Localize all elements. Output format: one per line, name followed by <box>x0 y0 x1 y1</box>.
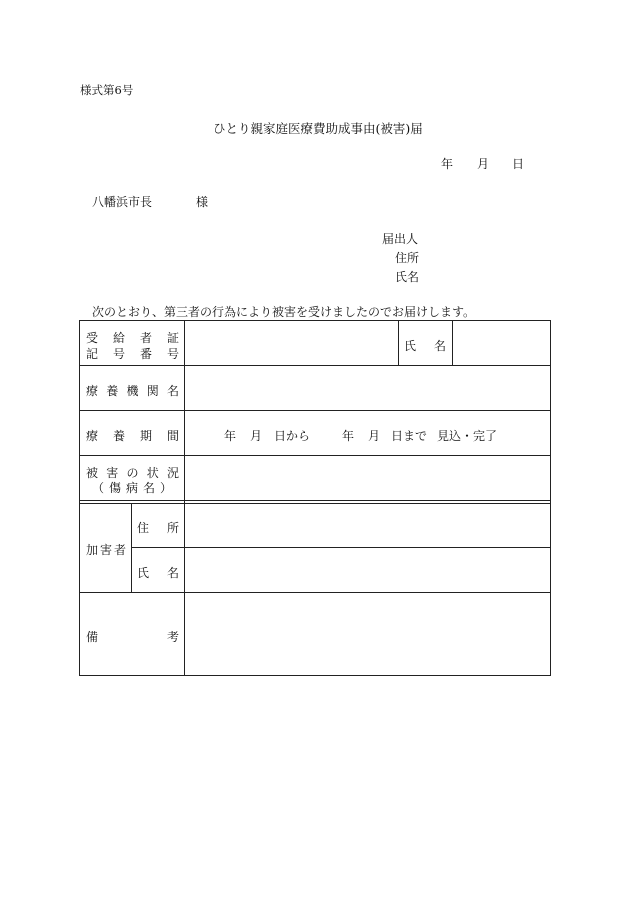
facility-label: 療 養 機 関 名 <box>86 384 179 398</box>
period-status: 見込・完了 <box>437 429 498 443</box>
perpetrator-name-label: 氏 名 <box>137 566 179 580</box>
remarks-label: 備 考 <box>86 630 179 644</box>
cert-number-field[interactable] <box>185 322 397 365</box>
notifier-address: 住所 <box>395 251 420 265</box>
cert-label-line1: 受 給 者 証 <box>86 331 179 345</box>
period-to-day: 日まで <box>391 429 428 443</box>
perpetrator-address-label: 住 所 <box>137 521 179 535</box>
damage-field[interactable] <box>185 456 550 500</box>
cert-label-line2: 記 号 番 号 <box>86 347 179 361</box>
date-year: 年 <box>441 157 454 171</box>
perpetrator-name-field[interactable] <box>185 548 550 592</box>
date-month: 月 <box>477 157 490 171</box>
damage-label-line2: （ 傷 病 名 ） <box>92 481 172 495</box>
period-field[interactable] <box>185 411 550 455</box>
period-from-day: 日から <box>274 429 311 443</box>
page-title: ひとり親家庭医療費助成事由(被害)届 <box>213 121 423 136</box>
period-to-year: 年 <box>342 429 355 443</box>
remarks-field[interactable] <box>185 593 550 676</box>
intro-text: 次のとおり、第三者の行為により被害を受けましたのでお届けします。 <box>92 305 476 319</box>
period-from-year: 年 <box>224 429 237 443</box>
addressee-honorific: 様 <box>196 195 209 209</box>
form-table <box>79 320 551 676</box>
period-to-month: 月 <box>368 429 381 443</box>
notifier-name: 氏名 <box>395 270 420 284</box>
damage-label-line1: 被 害 の 状 況 <box>86 466 179 480</box>
name-field[interactable] <box>453 322 550 365</box>
facility-field[interactable] <box>185 366 550 410</box>
date-day: 日 <box>512 157 525 171</box>
period-from-month: 月 <box>250 429 263 443</box>
perpetrator-address-field[interactable] <box>185 504 550 547</box>
addressee-name: 八幡浜市長 <box>92 195 153 209</box>
perpetrator-label: 加 害 者 <box>86 543 126 557</box>
notifier-label: 届出人 <box>382 232 419 246</box>
name-label: 氏 名 <box>404 339 446 353</box>
period-label: 療 養 期 間 <box>86 429 179 443</box>
form-number: 様式第6号 <box>80 83 134 97</box>
